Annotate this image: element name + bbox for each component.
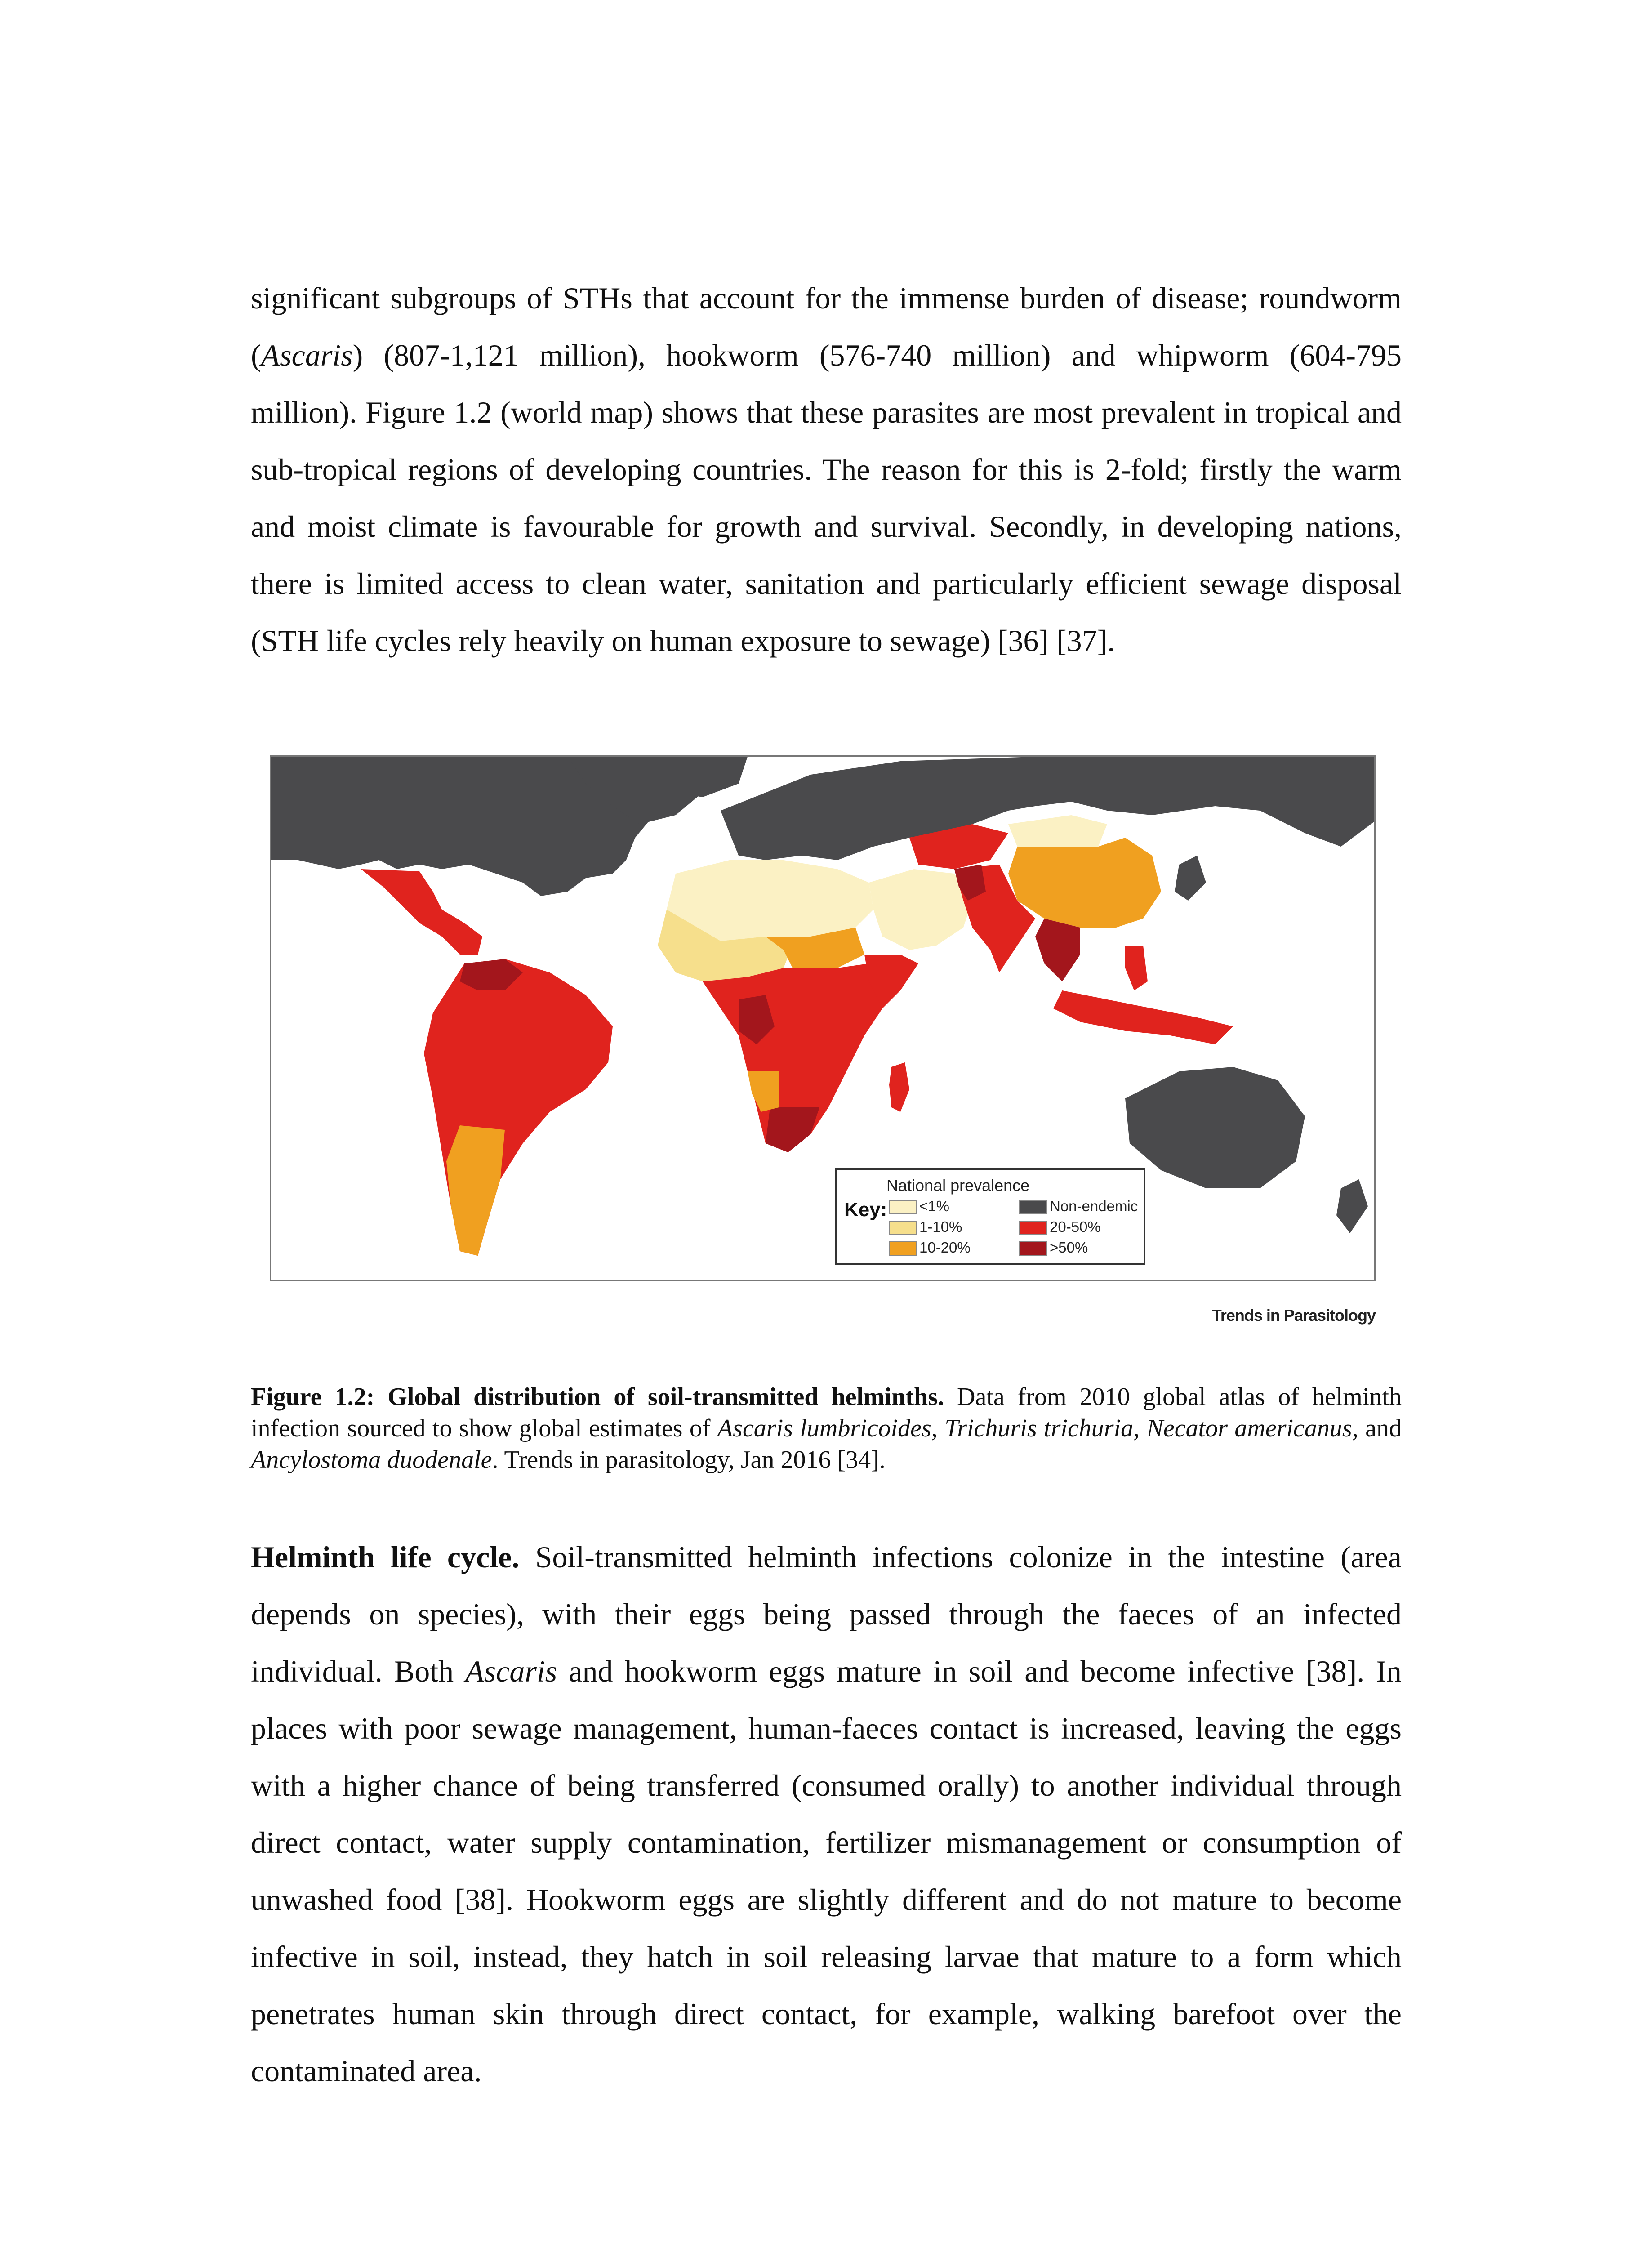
legend-label: 20-50% (1050, 1218, 1101, 1235)
legend-title: National prevalence (886, 1176, 1030, 1195)
legend-label: 10-20% (919, 1239, 971, 1256)
caption-text: Data from 2010 global atlas of helminth infection sourced to show global estimates of (251, 1383, 1402, 1442)
paragraph-text: significant subgroups of STHs that account for the immense burden of disease; roundworm ( (251, 281, 1402, 372)
legend-item-1-10 (889, 1218, 962, 1236)
caption-text: , (1133, 1414, 1147, 1442)
legend-swatch-10-20 (889, 1241, 917, 1256)
legend-swatch-1-10 (889, 1221, 917, 1235)
paragraph-text: ) (807-1,121 million), hookworm (576-740 million) and whipworm (604-795 million). Figure 1.2 (world map) shows that these parasites are most prevalent in tropical and sub-tropical regions of developing countries. The reason for this is 2-fold; firstly the warm and moist climate is favourable for growth and survival. Secondly, in developing nations, there is limited access to clean water, sanitation and particularly efficient sewage disposal (STH life cycles rely heavily on human exposure to sewage) [36] [37]. (251, 338, 1402, 658)
legend-key-label: Key: (844, 1199, 887, 1221)
species-name: Ascaris (261, 338, 353, 372)
body-paragraph (251, 1529, 1402, 2100)
species-name: Necator americanus (1146, 1414, 1352, 1442)
legend-item-non-endemic (1019, 1198, 1138, 1215)
caption-text: . Trends in parasitology, Jan 2016 [34]. (492, 1446, 886, 1474)
figure-caption (251, 1381, 1402, 1476)
legend-item-lt1 (889, 1198, 949, 1215)
species-name: Ascaris lumbricoides (717, 1414, 931, 1442)
legend-label: <1% (919, 1198, 949, 1214)
legend-swatch-lt1 (889, 1200, 917, 1214)
caption-text: , (931, 1414, 945, 1442)
legend-swatch-non-endemic (1019, 1200, 1047, 1214)
paragraph-text: and hookworm eggs mature in soil and become infective [38]. In places with poor sewage management, human-faeces contact is increased, leaving the eggs with a higher chance of being transferred (consumed orally) to another individual through direct contact, water supply contamination, fertilizer mismanagement or consumption of unwashed food [38]. Hookworm eggs are slightly different and do not mature to become infective in soil, instead, they hatch in soil releasing larvae that mature to a form which penetrates human skin through direct contact, for example, walking barefoot over the contaminated area. (251, 1654, 1402, 2088)
species-name: Ancylostoma duodenale (251, 1446, 492, 1474)
section-run-in-heading: Helminth life cycle. (251, 1540, 520, 1574)
legend-item-10-20 (889, 1239, 971, 1256)
caption-label: Figure 1.2: Global distribution of soil-transmitted helminths. (251, 1383, 944, 1411)
legend-swatch-20-50 (1019, 1221, 1047, 1235)
caption-text: , and (1352, 1414, 1402, 1442)
legend-item-20-50 (1019, 1218, 1101, 1236)
legend-swatch-gt50 (1019, 1241, 1047, 1256)
legend-label: 1-10% (919, 1218, 962, 1235)
legend-label: Non-endemic (1050, 1198, 1138, 1214)
legend-item-gt50 (1019, 1239, 1088, 1256)
species-name: Trichuris trichuria (944, 1414, 1134, 1442)
figure-credit: Trends in Parasitology (1211, 1306, 1376, 1325)
body-paragraph (251, 270, 1402, 669)
paragraph-text: Soil-transmitted helminth infections colonize in the intestine (area depends on species), with their eggs being passed through the faeces of an infected individual. Both (251, 1540, 1402, 1688)
species-name: Ascaris (465, 1654, 557, 1688)
map-graphic (271, 757, 1376, 1281)
legend-label: >50% (1050, 1239, 1088, 1256)
map-legend (835, 1168, 1145, 1265)
world-prevalence-map (270, 755, 1376, 1281)
figure-1-2 (270, 755, 1376, 1340)
